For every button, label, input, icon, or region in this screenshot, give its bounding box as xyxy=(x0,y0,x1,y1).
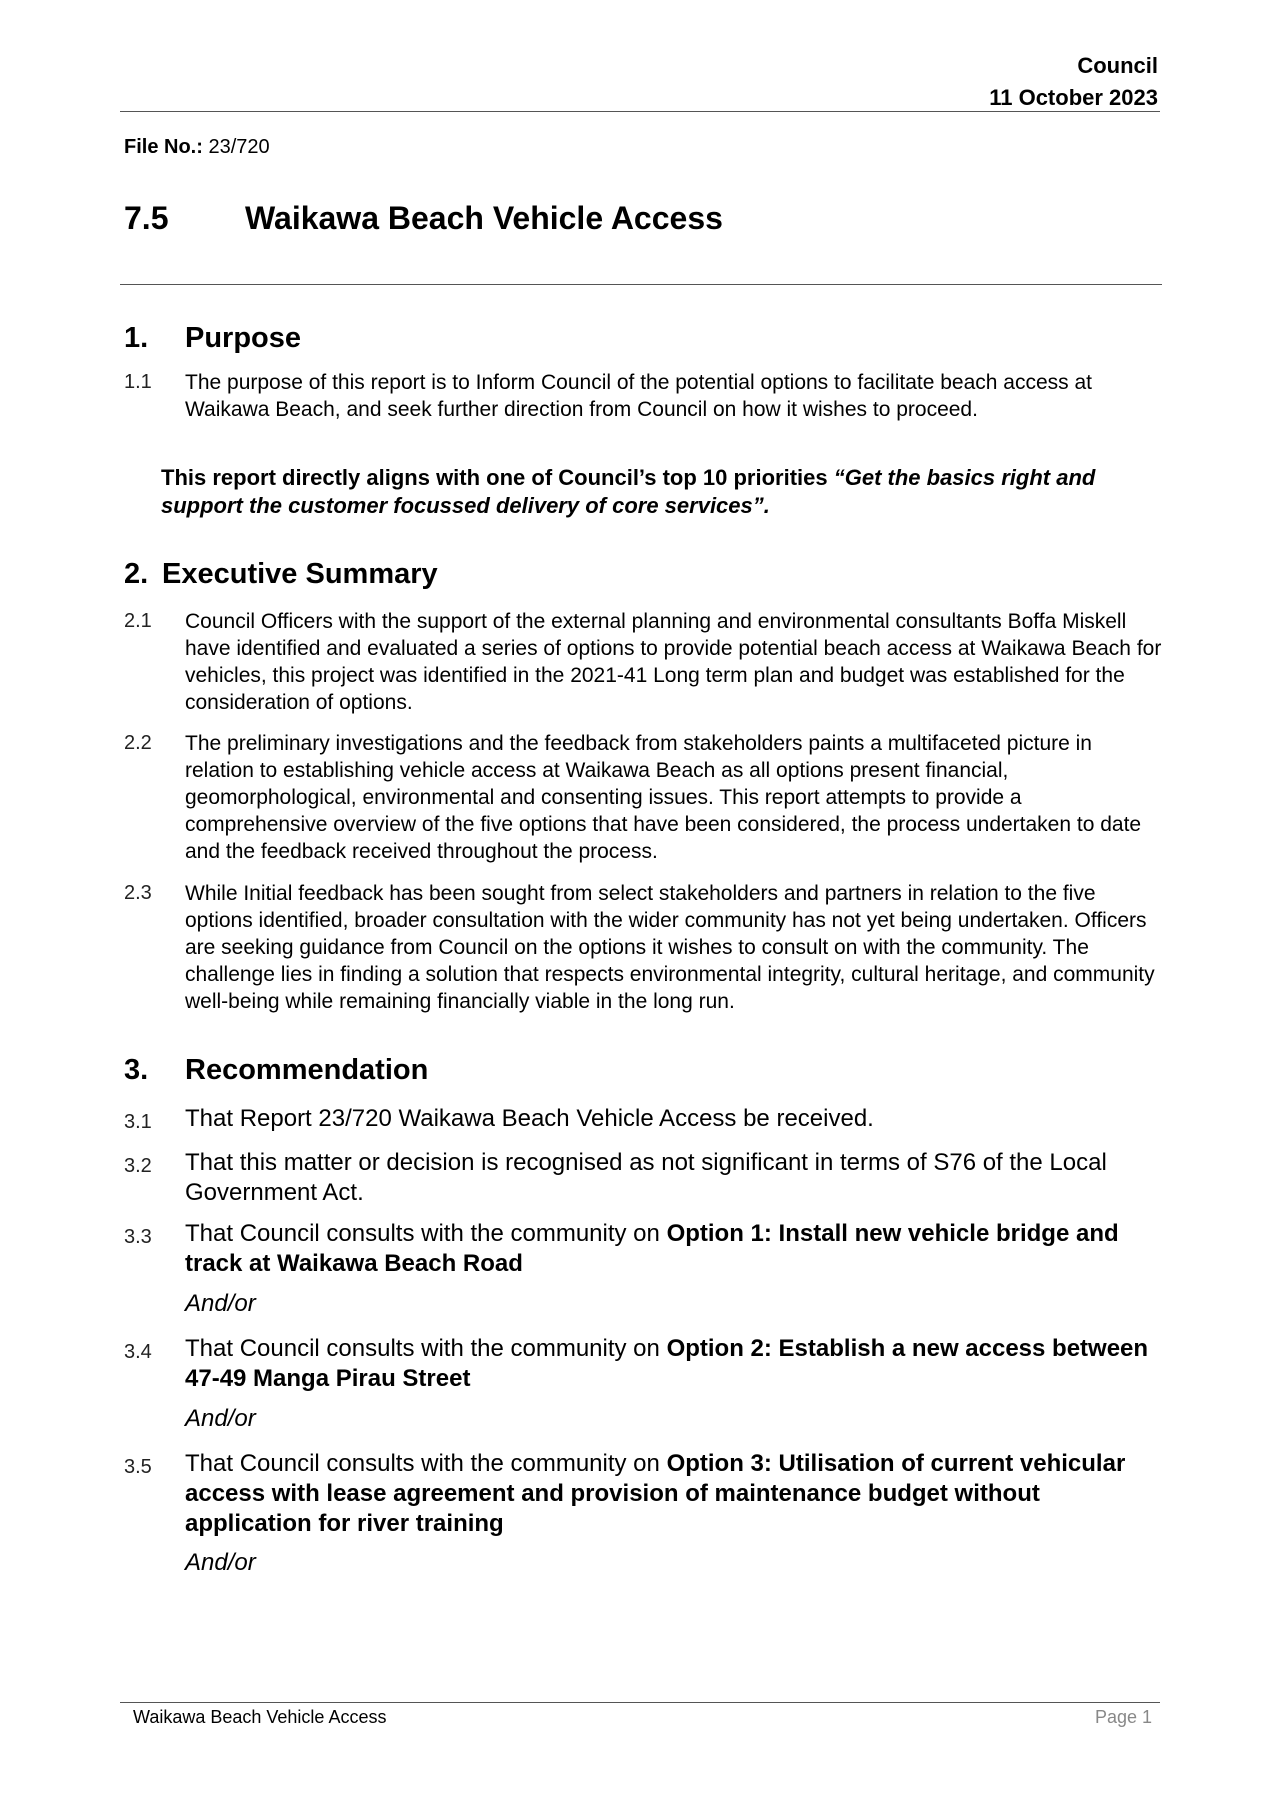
paragraph-text: That Report 23/720 Waikawa Beach Vehicle Access be received. xyxy=(185,1105,874,1132)
paragraph-number: 2.1 xyxy=(124,610,152,632)
paragraph-2-3 xyxy=(124,880,1164,1015)
paragraph-text: The preliminary investigations and the feedback from stakeholders paints a multifaceted picture in relation to establishing vehicle access at Waikawa Beach as all options present financial, geomorphological, environmental and consenting issues. This report attempts to provide a comprehensive overview of the five options that have been considered, the process undertaken to date and the feedback received throughout the process. xyxy=(185,732,1142,863)
report-number: 7.5 xyxy=(124,200,169,236)
paragraph-text: That this matter or decision is recognised as not significant in terms of S76 of the Local Government Act. xyxy=(185,1149,1107,1206)
meeting-date: 11 October 2023 xyxy=(989,85,1158,110)
section-heading-executive-summary xyxy=(124,558,438,591)
and-or-connector: And/or xyxy=(185,1549,256,1576)
section-heading-purpose xyxy=(124,322,301,355)
paragraph-number: 1.1 xyxy=(124,371,152,393)
report-title xyxy=(124,200,723,237)
file-number xyxy=(124,136,270,159)
option-3-title: Option 3: Utilisation of current vehicular access with lease agreement and provision of maintenance budget without application for river training xyxy=(185,1450,1126,1537)
paragraph-text xyxy=(185,1334,1164,1394)
file-number-value: 23/720 xyxy=(208,136,270,158)
and-or-connector: And/or xyxy=(185,1290,256,1317)
paragraph-number: 2.2 xyxy=(124,732,152,754)
footer-document-name: Waikawa Beach Vehicle Access xyxy=(133,1707,387,1727)
option-1-title: Option 1: Install new vehicle bridge and track at Waikawa Beach Road xyxy=(185,1220,1119,1277)
file-number-label: File No.: xyxy=(124,136,203,158)
paragraph-number: 3.2 xyxy=(124,1155,152,1177)
priority-quote: “Get the basics right and support the customer focussed delivery of core services”. xyxy=(161,465,1096,518)
paragraph-number: 3.3 xyxy=(124,1226,152,1248)
header-divider xyxy=(120,111,1160,112)
paragraph-text: Council Officers with the support of the external planning and environmental consultants Boffa Miskell have identified and evaluated a series of options to provide potential beach access at Waikawa Beach for vehicles, this project was identified in the 2021-41 Long term plan and budget was established for the consideration of options. xyxy=(185,610,1162,714)
paragraph-number: 2.3 xyxy=(124,882,152,904)
section-title: Executive Summary xyxy=(162,558,438,590)
section-number: 3. xyxy=(124,1054,149,1086)
footer-divider xyxy=(120,1702,1160,1703)
meeting-name: Council xyxy=(1077,53,1158,78)
recommendation-3-5 xyxy=(124,1449,1164,1539)
recommendation-3-1 xyxy=(124,1104,1164,1134)
alignment-text: This report directly aligns with one of Council’s top 10 priorities xyxy=(161,465,828,490)
priority-alignment-statement xyxy=(161,464,1171,520)
section-heading-recommendation xyxy=(124,1054,428,1087)
section-number: 1. xyxy=(124,322,149,354)
recommendation-3-3 xyxy=(124,1219,1164,1279)
section-title: Recommendation xyxy=(185,1054,429,1086)
paragraph-number: 3.4 xyxy=(124,1341,152,1363)
report-title-text: Waikawa Beach Vehicle Access xyxy=(245,200,723,236)
paragraph-2-1 xyxy=(124,608,1164,716)
recommendation-lead: That Council consults with the community on xyxy=(185,1335,660,1362)
recommendation-3-4 xyxy=(124,1334,1164,1394)
recommendation-3-2 xyxy=(124,1148,1164,1208)
paragraph-number: 3.5 xyxy=(124,1456,152,1478)
option-2-title: Option 2: Establish a new access between 47-49 Manga Pirau Street xyxy=(185,1335,1149,1392)
paragraph-text xyxy=(185,1219,1164,1279)
recommendation-lead: That Council consults with the community on xyxy=(185,1220,660,1247)
recommendation-lead: That Council consults with the community on xyxy=(185,1450,660,1477)
section-title: Purpose xyxy=(185,322,302,354)
paragraph-text xyxy=(185,1449,1164,1539)
and-or-connector: And/or xyxy=(185,1405,256,1432)
paragraph-2-2 xyxy=(124,730,1164,865)
paragraph-text: The purpose of this report is to Inform Council of the potential options to facilitate beach access at Waikawa Beach, and seek further direction from Council on how it wishes to proceed. xyxy=(185,371,1092,421)
paragraph-number: 3.1 xyxy=(124,1111,152,1133)
footer-page-number: Page 1 xyxy=(1094,1707,1152,1727)
paragraph-1-1 xyxy=(124,369,1164,423)
section-number: 2. xyxy=(124,558,149,590)
paragraph-text: While Initial feedback has been sought from select stakeholders and partners in relation to the five options identified, broader consultation with the wider community has not yet being undertaken. Officers are seeking guidance from Council on the options it wishes to consult on with the community. The challenge lies in finding a solution that respects environmental integrity, cultural heritage, and community well-being while remaining financially viable in the long run. xyxy=(185,882,1155,1013)
page-header xyxy=(989,50,1158,114)
title-divider xyxy=(120,284,1162,285)
